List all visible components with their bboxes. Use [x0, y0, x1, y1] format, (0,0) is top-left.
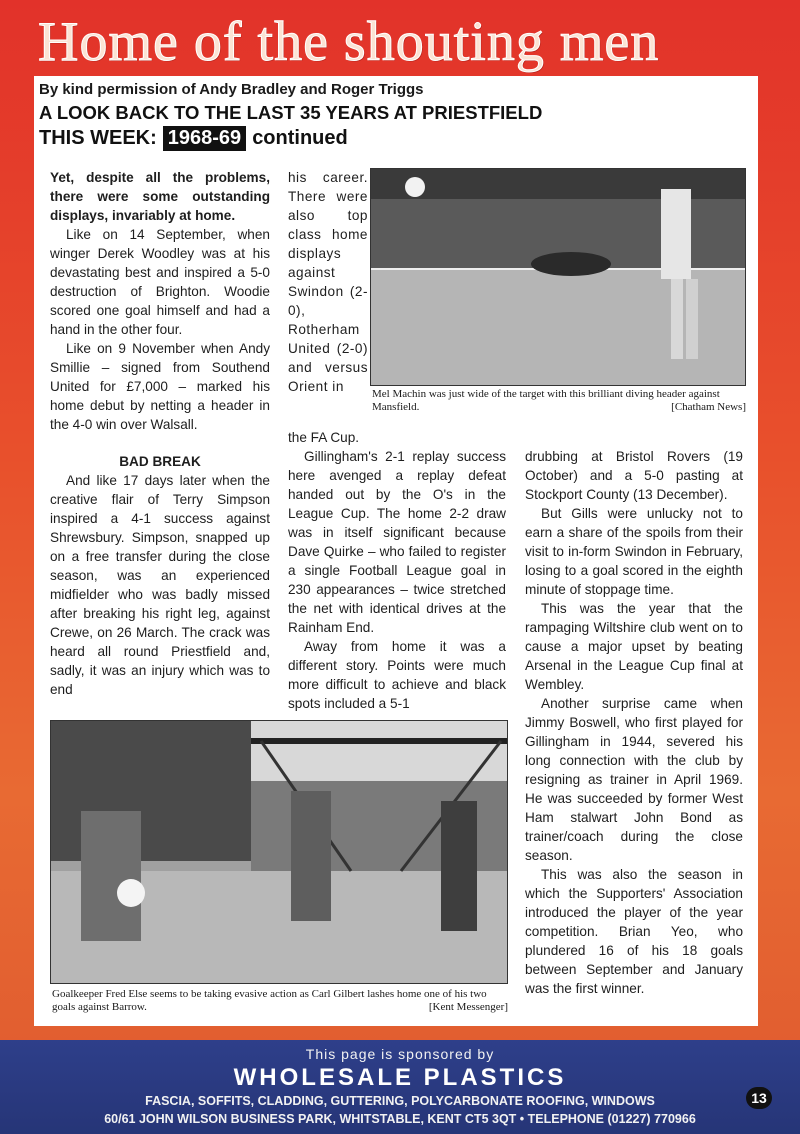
photo-diving-header	[370, 168, 746, 386]
article-paragraph: This was the year that the rampaging Wiltshire club went on to cause a major upset by beating Arsenal in the League Cup final at Wembley.	[525, 601, 743, 692]
article-paragraph: Away from home it was a different story. Points were much more difficult to achieve and black spots included a 5-1	[288, 639, 506, 711]
subheading: BAD BREAK	[119, 454, 201, 469]
article-paragraph: the FA Cup.	[288, 430, 360, 445]
this-week-suffix: continued	[252, 127, 348, 149]
photo-image	[51, 721, 508, 984]
article-lead: Yet, despite all the problems, there were some outstanding displays, invariably at home.	[50, 170, 270, 223]
masthead	[0, 0, 800, 78]
sponsor-address: 60/61 JOHN WILSON BUSINESS PARK, WHITSTABLE, KENT CT5 3QT • TELEPHONE (01227) 770966	[104, 1112, 696, 1126]
caption-credit: [Chatham News]	[671, 401, 746, 413]
photo-image	[371, 169, 746, 386]
article-paragraph: his career. There were also top class home displays against Swindon (2-0), Rotherham United (2-0) and versus Orient in	[288, 170, 368, 394]
article-paragraph: drubbing at Bristol Rovers (19 October) and a 5-0 pasting at Stockport County (13 December).	[525, 449, 743, 502]
photo-caption	[372, 388, 746, 414]
sponsor-company: WHOLESALE PLASTICS	[233, 1064, 567, 1091]
photo-goal-action	[50, 720, 508, 984]
caption-credit: [Kent Messenger]	[428, 1001, 508, 1013]
article-paragraph: This was also the season in which the Supporters' Association introduced the player of the year competition. Brian Yeo, who plundered 16 of his 18 goals between September and January was the first winner.	[525, 867, 743, 996]
article-column-2	[288, 428, 506, 713]
year-badge: 1968-69	[163, 126, 246, 151]
article-column-1	[50, 168, 270, 699]
credits-line: By kind permission of Andy Bradley and Roger Triggs	[39, 81, 424, 98]
sponsor-footer	[0, 1040, 800, 1134]
article-paragraph: But Gills were unlucky not to earn a share of the spoils from their visit to in-form Swindon in February, losing to a goal scored in the eighth minute of stoppage time.	[525, 506, 743, 597]
article-column-3	[525, 447, 743, 998]
sponsor-intro: This page is sponsored by	[305, 1046, 495, 1062]
page-number: 13	[746, 1087, 772, 1109]
masthead-title: Home of the shouting men	[38, 11, 660, 73]
sponsor-services: FASCIA, SOFFITS, CLADDING, GUTTERING, POLYCARBONATE ROOFING, WINDOWS	[145, 1094, 655, 1108]
article-paragraph: And like 17 days later when the creative flair of Terry Simpson inspired a 4-1 success against Shrewsbury. Simpson, snapped up on a free transfer during the close season, was an experienced midfielder who was badly missed after breaking his right leg, against Crewe, on 26 March. The crack was heard all round Priestfield and, sadly, it was an injury which was to end	[50, 473, 270, 697]
caption-text: Mel Machin was just wide of the target with this brilliant diving header against Mansfield.	[372, 388, 720, 413]
photo-caption	[52, 988, 508, 1014]
caption-text: Goalkeeper Fred Else seems to be taking evasive action as Carl Gilbert lashes home one of his two goals against Barrow.	[52, 988, 487, 1013]
article-paragraph: Like on 9 November when Andy Smillie – signed from Southend United for £7,000 – marked his home debut by netting a header in the 4-0 win over Walsall.	[50, 341, 270, 432]
article-paragraph: Like on 14 September, when winger Derek Woodley was at his devastating best and inspired a 5-0 destruction of Brighton. Woodie scored one goal himself and had a hand in the other four.	[50, 227, 270, 337]
article-column-2-narrow	[288, 168, 368, 396]
article-paragraph: Gillingham's 2-1 replay success here avenged a replay defeat handed out by the O's in the League Cup. The home 2-2 draw was in itself significant because Dave Quirke – who failed to register a single Football League goal in 230 appearances – twice stretched the net with identical drives at the Rainham End.	[288, 449, 506, 635]
this-week-prefix: THIS WEEK:	[39, 127, 157, 149]
headline: A LOOK BACK TO THE LAST 35 YEARS AT PRIESTFIELD	[39, 102, 543, 123]
article-paragraph: Another surprise came when Jimmy Boswell, who first played for Gillingham in 1944, severed his long connection with the club by resigning as trainer in April 1969. He was succeeded by former West Ham stalwart John Bond as trainer/coach during the close season.	[525, 696, 743, 863]
this-week-line	[39, 126, 348, 151]
